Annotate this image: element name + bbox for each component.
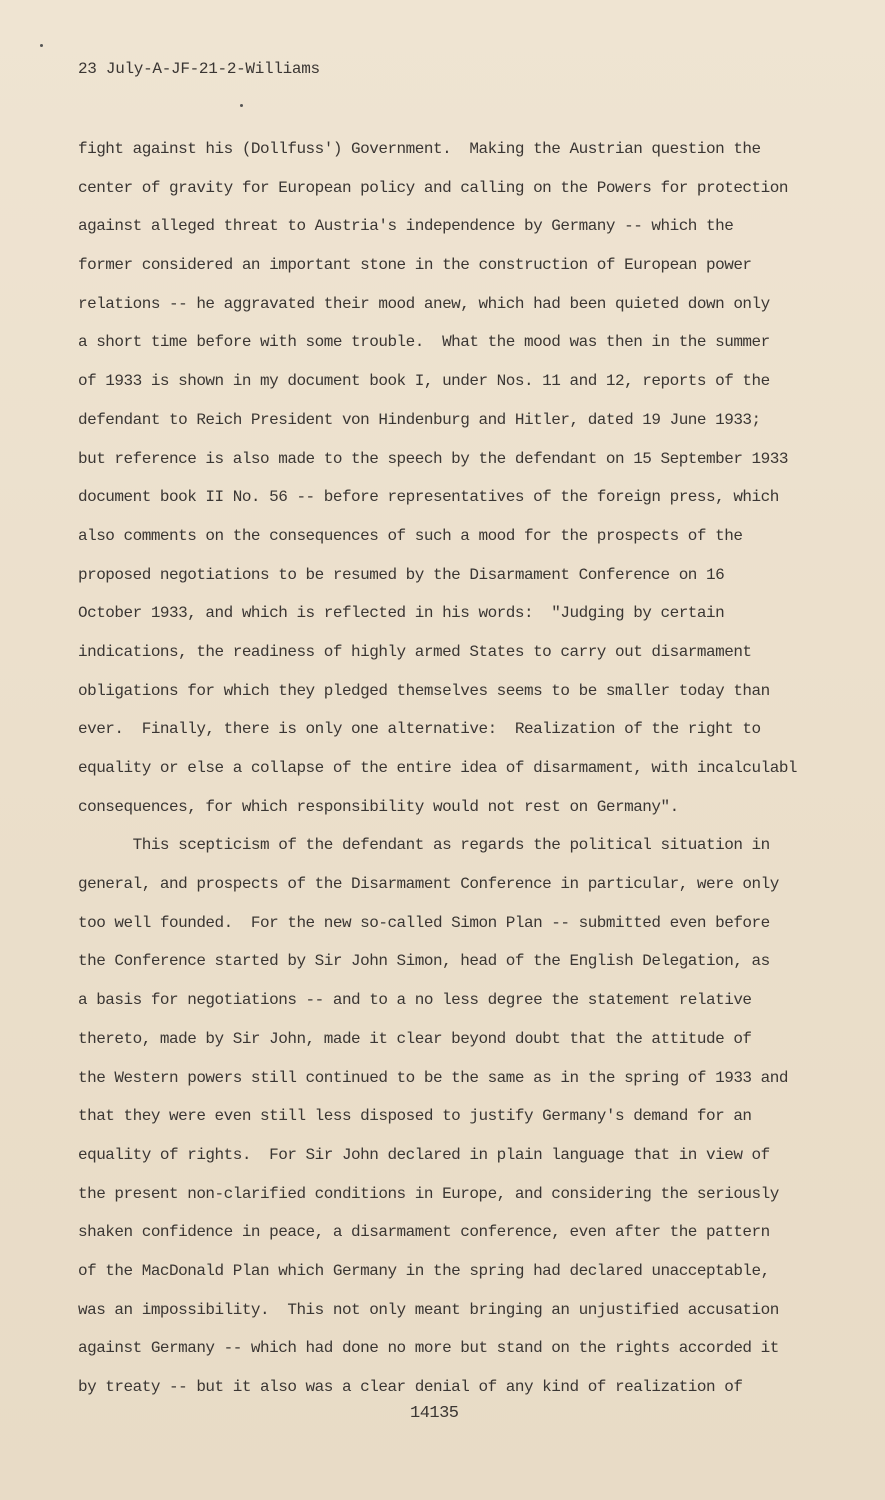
text-line: too well founded. For the new so-called Simon Plan -- submitted even before	[78, 913, 770, 932]
document-body	[78, 130, 848, 1407]
text-line: former considered an important stone in the construction of European power	[78, 256, 752, 275]
text-line: general, and prospects of the Disarmament Conference in particular, were only	[78, 875, 779, 894]
text-line: equality of rights. For Sir John declared in plain language that in view of	[78, 1145, 770, 1164]
text-line: but reference is also made to the speech by the defendant on 15 September 1933	[78, 449, 788, 468]
text-line: that they were even still less disposed to justify Germany's demand for an	[78, 1107, 752, 1126]
text-line: ever. Finally, there is only one alternative: Realization of the right to	[78, 720, 761, 739]
text-line: against alleged threat to Austria's independence by Germany -- which the	[78, 217, 734, 236]
text-line: obligations for which they pledged themselves seems to be smaller today than	[78, 681, 770, 700]
text-line: was an impossibility. This not only meant bringing an unjustified accusation	[78, 1300, 779, 1319]
text-line: against Germany -- which had done no more but stand on the rights accorded it	[78, 1339, 779, 1358]
text-line: shaken confidence in peace, a disarmament conference, even after the pattern	[78, 1223, 770, 1242]
text-line: proposed negotiations to be resumed by the Disarmament Conference on 16	[78, 565, 725, 584]
document-header: 23 July-A-JF-21-2-Williams	[78, 60, 320, 78]
text-line: relations -- he aggravated their mood anew, which had been quieted down only	[78, 294, 770, 313]
page-number: 14135	[410, 1404, 459, 1423]
text-line: equality or else a collapse of the entire idea of disarmament, with incalculabl	[78, 759, 798, 777]
paper-speck	[40, 44, 43, 47]
text-line: of the MacDonald Plan which Germany in the spring had declared unacceptable,	[78, 1261, 770, 1280]
text-line: consequences, for which responsibility would not rest on Germany".	[78, 797, 679, 816]
text-line: October 1933, and which is reflected in his words: "Judging by certain	[78, 604, 725, 623]
text-line: document book II No. 56 -- before representatives of the foreign press, which	[78, 488, 779, 507]
text-line: a short time before with some trouble. What the mood was then in the summer	[78, 333, 770, 352]
text-line: the Conference started by Sir John Simon, head of the English Delegation, as	[78, 952, 770, 971]
text-line: the Western powers still continued to be the same as in the spring of 1933 and	[78, 1068, 788, 1087]
text-line: indications, the readiness of highly armed States to carry out disarmament	[78, 642, 752, 661]
text-line: center of gravity for European policy and calling on the Powers for protection	[78, 178, 788, 197]
text-line: fight against his (Dollfuss') Government. Making the Austrian question the	[78, 140, 761, 158]
text-line: the present non-clarified conditions in Europe, and considering the seriously	[78, 1184, 779, 1203]
paper-speck	[240, 104, 243, 107]
text-line: thereto, made by Sir John, made it clear beyond doubt that the attitude of	[78, 1029, 752, 1048]
text-line: This scepticism of the defendant as regards the political situation in	[78, 836, 770, 855]
text-line: by treaty -- but it also was a clear denial of any kind of realization of	[78, 1378, 743, 1396]
text-line: also comments on the consequences of such a mood for the prospects of the	[78, 526, 743, 545]
text-line: of 1933 is shown in my document book I, under Nos. 11 and 12, reports of the	[78, 372, 770, 391]
text-line: a basis for negotiations -- and to a no less degree the statement relative	[78, 991, 752, 1010]
text-line: defendant to Reich President von Hindenburg and Hitler, dated 19 June 1933;	[78, 410, 761, 429]
